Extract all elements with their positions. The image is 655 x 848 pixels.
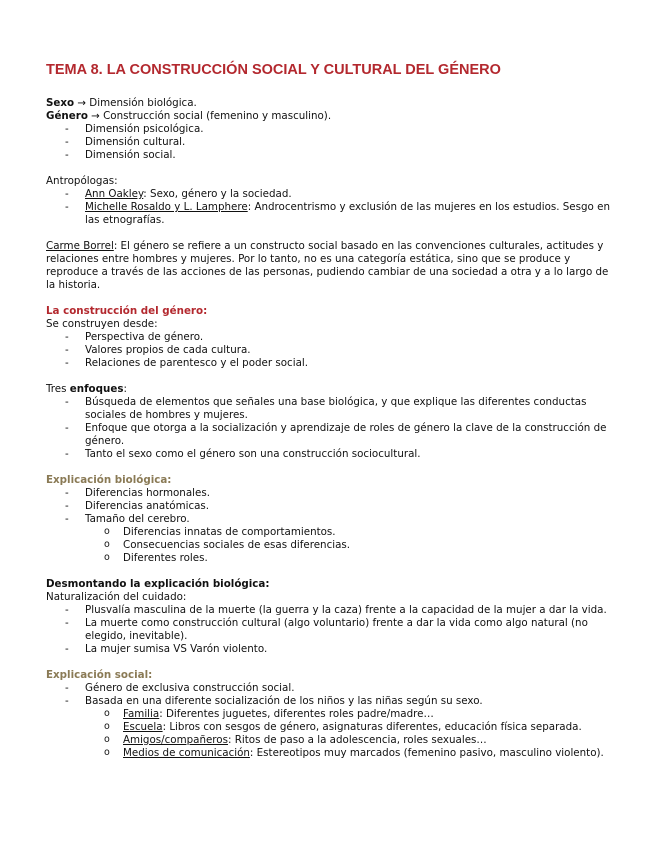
social-list (46, 682, 611, 760)
enfoques-prefix: Tres (46, 383, 70, 395)
enfoques-line (46, 383, 611, 396)
borrel-paragraph (46, 240, 611, 292)
list-item: - Diferencias anatómicas. (85, 500, 611, 513)
list-item (85, 695, 611, 760)
section-heading-social: Explicación social: (46, 669, 153, 681)
desmontando-list (46, 604, 611, 656)
list-item: - La mujer sumisa VS Varón violento. (85, 643, 611, 656)
agent-text: : Libros con sesgos de género, asignaturas diferentes, educación física separada. (162, 721, 582, 733)
list-item: - Plusvalía masculina de la muerte (la guerra y la caza) frente a la capacidad de la mujer a dar la vida. (85, 604, 611, 617)
list-item: - Tanto el sexo como el género son una construcción sociocultural. (85, 448, 611, 461)
list-item: - Enfoque que otorga a la socialización y aprendizaje de roles de género la clave de la construcción de género. (85, 422, 611, 448)
list-item (85, 188, 611, 201)
section-heading-construccion: La construcción del género: (46, 305, 208, 317)
enfoques-list (46, 396, 611, 461)
sub-list-item: o Consecuencias sociales de esas diferencias. (123, 539, 611, 552)
list-item: - Búsqueda de elementos que señales una base biológica, y que explique las diferentes conductas sociales de hombres y mujeres. (85, 396, 611, 422)
sub-list-item: o Diferencias innatas de comportamientos. (123, 526, 611, 539)
page-title: TEMA 8. LA CONSTRUCCIÓN SOCIAL Y CULTURAL DEL GÉNERO (46, 62, 501, 78)
document-page (46, 61, 611, 760)
sub-list-item (123, 708, 611, 721)
author-name: Carme Borrel (46, 240, 114, 252)
sub-list-item: o Diferentes roles. (123, 552, 611, 565)
sexo-line (46, 97, 611, 110)
agent-text: : Diferentes juguetes, diferentes roles padre/madre… (159, 708, 434, 720)
list-item-text: Basada en una diferente socialización de los niños y las niñas según su sexo. (85, 695, 483, 707)
list-item: - Dimensión social. (85, 149, 611, 162)
list-item-text: Tamaño del cerebro. (85, 513, 190, 525)
list-item: - Dimensión cultural. (85, 136, 611, 149)
antropologas-heading: Antropólogas: (46, 175, 118, 187)
list-item: - Género de exclusiva construcción social. (85, 682, 611, 695)
sub-list-item (123, 747, 611, 760)
list-item (85, 201, 611, 227)
genero-label: Género (46, 110, 88, 122)
list-item: - Diferencias hormonales. (85, 487, 611, 500)
agent-name: Escuela (123, 721, 163, 733)
genero-line (46, 110, 611, 123)
construccion-sub: Se construyen desde: (46, 318, 158, 330)
borrel-text: : El género se refiere a un constructo social basado en las convenciones culturales, actitudes y relaciones entre hombres y mujeres. Por lo tanto, no es una categoría estática, sino que se produce y reproduce a través de las acciones de las personas, pudiendo cambiar de una sociedad a otra y a lo largo de la historia. (46, 240, 609, 291)
biologica-sublist (85, 526, 611, 565)
list-item: - La muerte como construcción cultural (algo voluntario) frente a dar la vida como algo natural (no elegido, inevitable). (85, 617, 611, 643)
author-name: Michelle Rosaldo y L. Lamphere (85, 201, 248, 213)
author-text: : Sexo, género y la sociedad. (143, 188, 292, 200)
list-item (85, 513, 611, 565)
biologica-list (46, 487, 611, 565)
list-item: - Dimensión psicológica. (85, 123, 611, 136)
list-item: - Valores propios de cada cultura. (85, 344, 611, 357)
agent-name: Familia (123, 708, 160, 720)
social-sublist (85, 708, 611, 760)
desmontando-sub: Naturalización del cuidado: (46, 591, 187, 603)
author-name: Ann Oakley (85, 188, 144, 200)
construccion-list (46, 331, 611, 370)
sexo-label: Sexo (46, 97, 75, 109)
section-heading-desmontando (46, 578, 611, 591)
enfoques-bold: enfoques (69, 383, 124, 395)
sub-list-item (123, 734, 611, 747)
agent-text: : Ritos de paso a la adolescencia, roles sexuales… (227, 734, 487, 746)
antropologas-list (46, 188, 611, 227)
list-item: - Relaciones de parentesco y el poder social. (85, 357, 611, 370)
agent-text: : Estereotipos muy marcados (femenino pasivo, masculino violento). (249, 747, 604, 759)
dimension-list (46, 123, 611, 162)
agent-name: Medios de comunicación (123, 747, 250, 759)
genero-text: → Construcción social (femenino y masculino). (87, 110, 332, 122)
desmontando-heading-text: Desmontando la explicación biológica: (46, 578, 270, 590)
section-heading-biologica: Explicación biológica: (46, 474, 172, 486)
agent-name: Amigos/compañeros (123, 734, 228, 746)
sub-list-item (123, 721, 611, 734)
enfoques-suffix: : (123, 383, 127, 395)
sexo-text: → Dimensión biológica. (74, 97, 197, 109)
list-item: - Perspectiva de género. (85, 331, 611, 344)
author-text: : Androcentrismo y exclusión de las mujeres en los estudios. Sesgo en las etnografías. (85, 201, 610, 226)
